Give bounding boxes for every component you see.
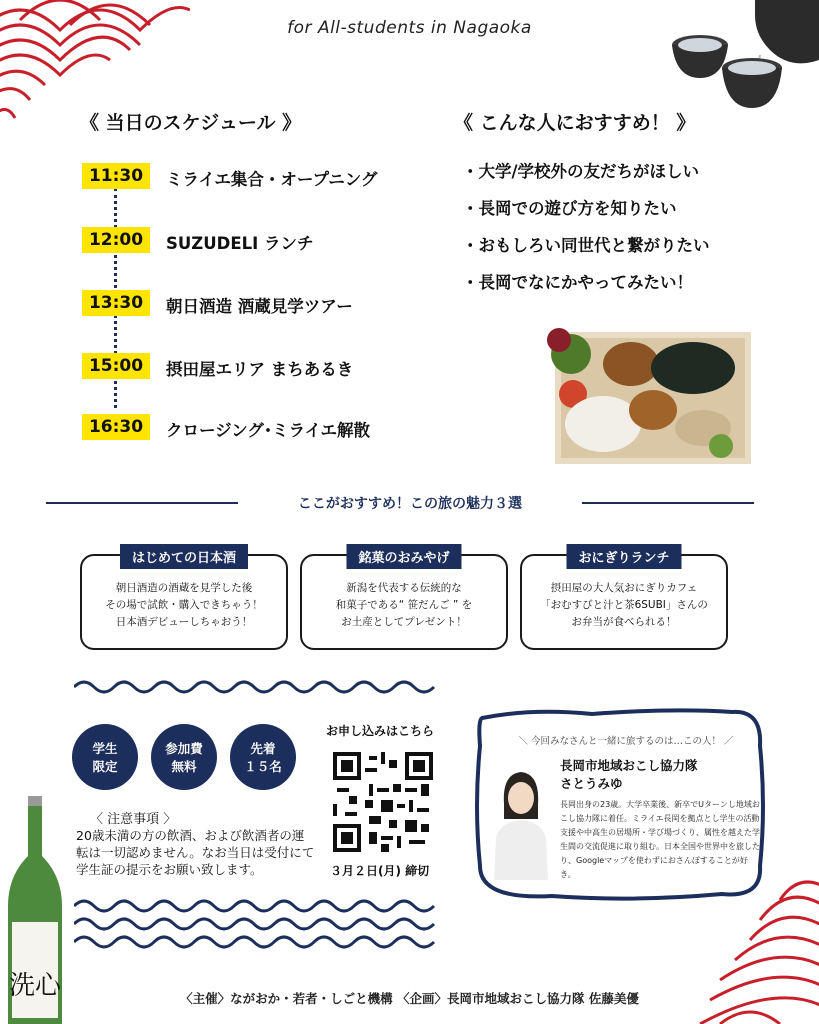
- schedule-event: 朝日酒造 酒蔵見学ツアー: [166, 297, 353, 316]
- notes-body: 20歳未満の方の飲酒、および飲酒者の運転は一切認めません。なお当日は受付にて学生証の提示をお願い致します。: [76, 828, 315, 877]
- deadline-text: ３月２日(月) 締切: [330, 864, 430, 878]
- recommend-item: ・長岡でなにかやってみたい！: [462, 273, 693, 292]
- highlight-line: 日本酒デビューしちゃおう！: [115, 616, 253, 628]
- section-divider-left: [46, 502, 238, 504]
- highlight-description: [522, 580, 726, 631]
- schedule-event: 摂田屋エリア まちあるき: [166, 360, 354, 379]
- notes-title: 〈 注意事項 〉: [90, 812, 177, 827]
- schedule-event: SUZUDELI ランチ: [166, 234, 314, 253]
- highlight-line: 和菓子である“ 笹だんご ” を: [335, 599, 473, 611]
- tagline: for All-students in Nagaoka: [287, 18, 532, 38]
- time-badge: 16:30: [82, 414, 150, 440]
- highlight-line: お弁当が食べられる！: [571, 616, 677, 628]
- highlight-line: お土産としてプレゼント！: [341, 616, 467, 628]
- recommend-item: ・長岡での遊び方を知りたい: [462, 199, 677, 218]
- schedule-event: クロージング･ミライエ解散: [166, 421, 371, 440]
- badge-line: 参加費: [165, 741, 203, 756]
- wave-divider-bottom: [74, 894, 436, 954]
- section-divider-right: [582, 502, 754, 504]
- recommend-item: ・おもしろい同世代と繋がりたい: [462, 236, 710, 255]
- highlight-description: [82, 580, 286, 631]
- badge-line: 先着: [250, 741, 276, 756]
- badge-line: 無料: [171, 759, 197, 774]
- recommend-item: ・大学/学校外の友だちがほしい: [462, 162, 700, 181]
- highlight-description: [302, 580, 506, 631]
- sake-label-text: 洗心: [8, 971, 62, 1001]
- highlight-box: [520, 551, 728, 650]
- guide-name: さとうみゆ: [560, 776, 623, 791]
- recommend-title: 《 こんな人におすすめ！ 》: [454, 112, 696, 134]
- badge-capacity: [230, 724, 296, 790]
- badge-line: 限定: [92, 759, 118, 774]
- highlight-tag: 銘菓のおみやげ: [346, 544, 461, 569]
- footer-credits: 〈主催〉ながおか・若者・しごと機構 〈企画〉長岡市地域おこし協力隊 佐藤美優: [180, 991, 639, 1006]
- schedule-event: ミライエ集合・オープニング: [166, 170, 378, 189]
- highlight-line: 新潟を代表する伝統的な: [346, 582, 462, 594]
- highlight-line: 「おむすびと汁と茶6SUBI」さんの: [540, 599, 708, 611]
- badge-line: 学生: [92, 741, 118, 756]
- time-badge: 13:30: [82, 290, 150, 316]
- highlight-box: [300, 551, 508, 650]
- highlight-line: その場で試飲・購入できちゃう！: [105, 599, 263, 611]
- bento-lunch-photo: [543, 318, 753, 468]
- wave-divider-top: [74, 676, 436, 698]
- highlight-line: 朝日酒造の酒蔵を見学した後: [115, 582, 253, 594]
- highlights-title: ここがおすすめ！この旅の魅力３選: [297, 496, 523, 512]
- highlight-tag: はじめての日本酒: [120, 544, 248, 569]
- qr-code[interactable]: [333, 752, 433, 852]
- guide-organization: 長岡市地域おこし協力隊: [560, 758, 698, 773]
- badge-line: １５名: [244, 759, 282, 774]
- highlight-tag: おにぎりランチ: [566, 544, 681, 569]
- badge-student-only: [72, 724, 138, 790]
- guide-bio: 長岡出身の23歳。大学卒業後、新卒でUターンし地域おこし協力隊に着任。ミライエ長岡を拠点とし学生の活動支援や中高生の居場所・学び場づくり、属性を越えた学生間の交流促進に取り組む。日本全国や世界中を旅したり、Googleマップを使わずにおさんぽすることが好き。: [560, 800, 760, 879]
- badge-free: [151, 724, 217, 790]
- guide-heading: ＼ 今回みなさんと一緒に旅するのは…この人！ ／: [518, 736, 734, 747]
- time-badge: 15:00: [82, 353, 150, 379]
- schedule-title: 《 当日のスケジュール 》: [80, 112, 302, 134]
- highlight-box: [80, 551, 288, 650]
- highlight-line: 摂田屋の大人気おにぎりカフェ: [550, 582, 698, 594]
- time-badge: 12:00: [82, 227, 150, 253]
- guide-portrait: [494, 764, 548, 880]
- apply-label: お申し込みはこちら: [326, 724, 435, 738]
- time-badge: 11:30: [82, 163, 150, 189]
